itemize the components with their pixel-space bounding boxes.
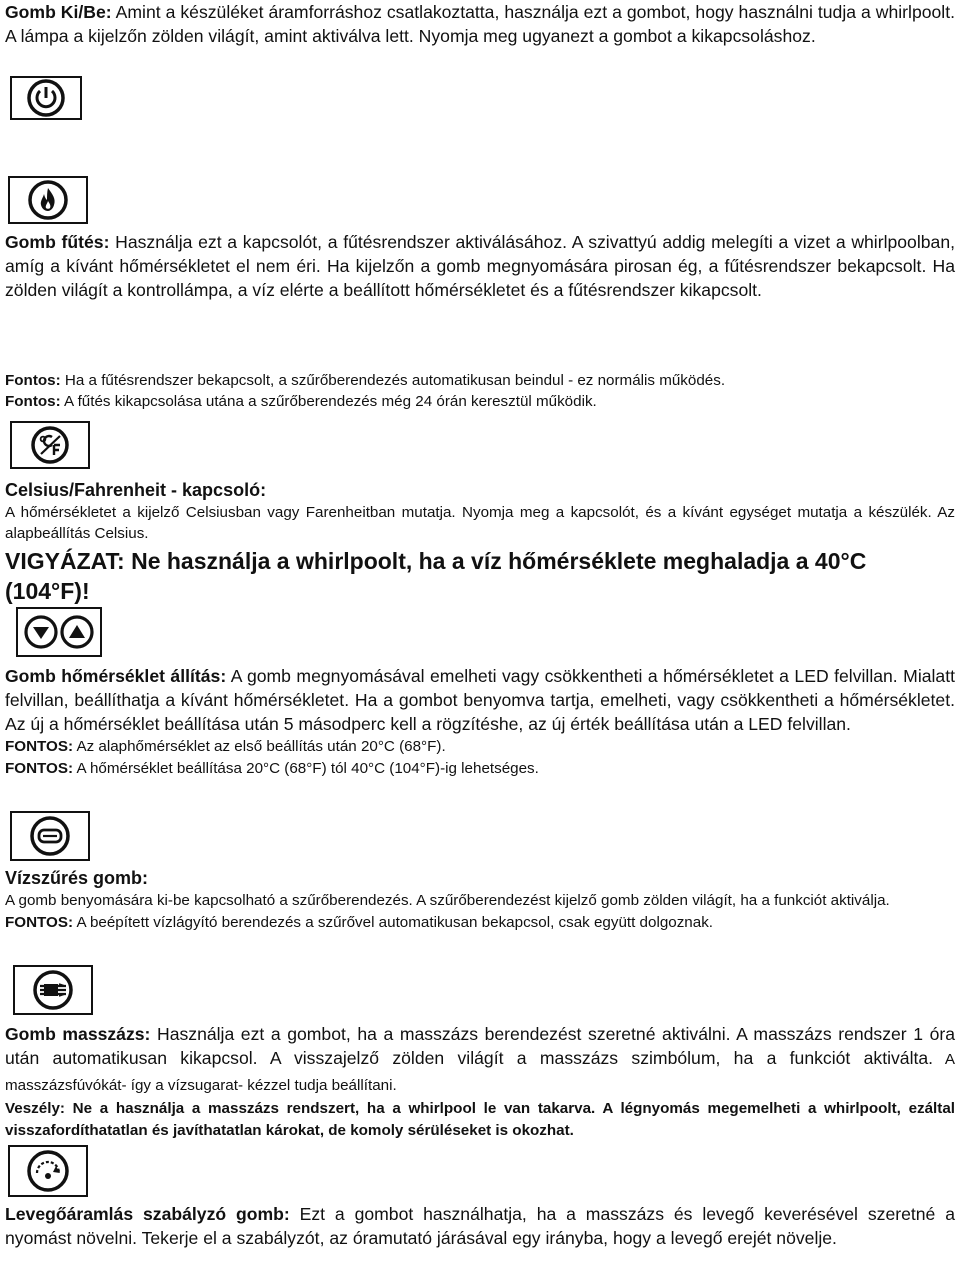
heating-button[interactable]: [8, 176, 88, 224]
heating-note-1-text: Ha a fűtésrendszer bekapcsolt, a szűrőberendezés automatikusan beindul - ez normális működés.: [60, 372, 726, 389]
filter-button[interactable]: [10, 811, 90, 861]
filter-section: [5, 866, 955, 934]
heating-notes: [5, 370, 955, 412]
power-text: Amint a készüléket áramforráshoz csatlakoztatta, használja ezt a gombot, hogy használni tudja a whirlpoolt. A lámpa a kijelzőn zölden világít, amint aktiválva lett. Nyomja meg ugyanezt a gombot a kikapcsoláshoz.: [5, 2, 955, 46]
temperature-note-2: [5, 758, 955, 780]
filter-note-text: A beépített vízlágyító berendezés a szűrővel automatikusan bekapcsol, csak együtt dolgoznak.: [73, 914, 714, 931]
units-title: Celsius/Fahrenheit - kapcsoló:: [5, 480, 267, 500]
flame-icon: [27, 179, 69, 221]
temperature-note-1: [5, 736, 955, 758]
massage-text-small: A masszázsfúvókát- így a vízsugarat- kézzel tudja beállítani.: [5, 1051, 955, 1094]
units-text: A hőmérsékletet a kijelző Celsiusban vagy Farenheitban mutatja. Nyomja meg a kapcsolót, és a kívánt egységet mutatja a készülék. Az alapbeállítás Celsius.: [5, 504, 955, 542]
power-icon: [26, 78, 66, 118]
massage-danger-text: Ne a használja a masszázs rendszert, ha a whirlpool le van takarva. A légnyomás megemelheti a whirlpoolt, ezáltal visszafordíthatatlan és javíthatatlan károkat, de komoly sérüléseket is okozhat.: [5, 1100, 955, 1139]
filter-note: [5, 912, 955, 934]
power-section: [5, 0, 955, 48]
massage-section: [5, 1022, 955, 1142]
heating-note-2-label: Fontos:: [5, 393, 61, 410]
massage-text: Használja ezt a gombot, ha a masszázs berendezést szeretné aktiválni. A masszázs rendszer 1 óra után automatikusan kikapcsol. A visszajelző zölden világít a masszázs szimbólum, ha a funkciót aktiválta.: [5, 1024, 956, 1068]
heating-title: Gomb fűtés:: [5, 232, 110, 252]
massage-icon: [32, 969, 74, 1011]
units-warning-label: VIGYÁZAT:: [5, 548, 125, 574]
airflow-text: Ezt a gombot használhatja, ha a masszázs és levegő keverésével szeretné a nyomást növelni. Tekerje el a szabályzót, az óramutató járásával egy irányba, hogy a levegő erejét növelje.: [5, 1204, 955, 1248]
temperature-text: A gomb megnyomásával emelheti vagy csökkentheti a hőmérsékletet a LED felvillan. Mialatt felvillan, beállíthatja a kívánt hőmérsékletet. Ha a gombot benyomva tartja, emelheti, vagy csökkentheti a hőmérsékletet. Az új a hőmérséklet beállítása után 5 másodperc kell a rögzítéshe, az új érték beállítása után a LED felvillan.: [5, 666, 955, 734]
heating-text: Használja ezt a kapcsolót, a fűtésrendszer aktiválásához. A szivattyú addig melegíti a vizet a whirlpoolban, amíg a kívánt hőmérsékletet el nem éri. Ha kijelzőn a gomb megnyomására pirosan ég, a fűtésrendszer bekapcsolt. Ha zölden világít a kontrollámpa, a víz elérte a beállított hőmérsékletet és a fűtésrendszer kikapcsolt.: [5, 232, 955, 300]
units-section: [5, 478, 955, 606]
units-button[interactable]: [10, 421, 90, 469]
massage-paragraph: [5, 1022, 955, 1098]
temperature-paragraph: [5, 664, 955, 736]
filter-note-label: FONTOS:: [5, 914, 74, 931]
power-paragraph: [5, 0, 955, 48]
arrow-down-icon[interactable]: [23, 614, 59, 650]
airflow-title: Levegőáramlás szabályzó gomb:: [5, 1204, 290, 1224]
temperature-note-2-text: A hőmérséklet beállítása 20°C (68°F) tól 40°C (104°F)-ig lehetséges.: [73, 760, 539, 777]
heating-paragraph: [5, 230, 955, 302]
celsius-fahrenheit-icon: [30, 425, 70, 465]
heating-note-1-label: Fontos:: [5, 372, 61, 389]
temperature-note-2-label: FONTOS:: [5, 760, 74, 777]
massage-title: Gomb masszázs:: [5, 1024, 151, 1044]
heating-note-2: [5, 391, 955, 412]
power-button[interactable]: [10, 76, 82, 120]
filter-text: A gomb benyomására ki-be kapcsolható a szűrőberendezés. A szűrőberendezést kijelző gomb zölden világít, ha a funkciót aktiválja.: [5, 892, 890, 909]
units-warning: [5, 546, 955, 606]
heating-note-2-text: A fűtés kikapcsolása utána a szűrőberendezés még 24 órán keresztül működik.: [60, 393, 597, 410]
heating-note-1: [5, 370, 955, 391]
filter-title: Vízszűrés gomb:: [5, 868, 149, 888]
airflow-button[interactable]: [8, 1145, 88, 1197]
airflow-dial-icon: [26, 1149, 70, 1193]
filter-icon: [29, 815, 71, 857]
temperature-title: Gomb hőmérséklet állítás:: [5, 666, 227, 686]
heating-section: [5, 230, 955, 302]
power-title: Gomb Ki/Be:: [5, 2, 112, 22]
airflow-section: [5, 1202, 955, 1250]
massage-danger: [5, 1098, 955, 1142]
temperature-section: [5, 664, 955, 780]
arrow-up-icon[interactable]: [59, 614, 95, 650]
massage-button[interactable]: [13, 965, 93, 1015]
temperature-buttons[interactable]: [16, 607, 102, 657]
temperature-note-1-label: FONTOS:: [5, 738, 74, 755]
temperature-note-1-text: Az alaphőmérséklet az első beállítás után 20°C (68°F).: [73, 738, 446, 755]
massage-danger-label: Veszély:: [5, 1100, 65, 1117]
airflow-paragraph: [5, 1202, 955, 1250]
units-warning-text: Ne használja a whirlpoolt, ha a víz hőmérséklete meghaladja a 40°C (104°F)!: [5, 548, 867, 604]
